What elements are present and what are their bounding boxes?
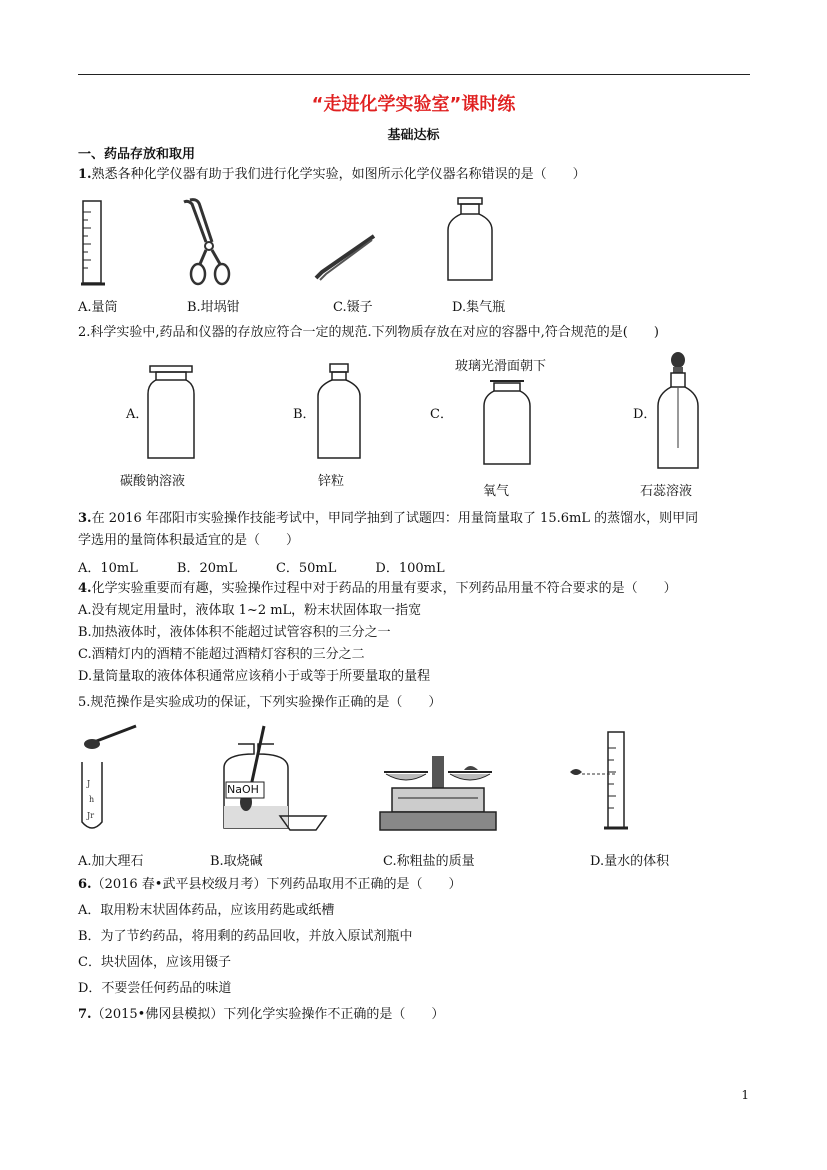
naoh-bottle-icon bbox=[218, 720, 338, 834]
page-number: 1 bbox=[741, 1088, 749, 1102]
svg-text:h: h bbox=[89, 795, 95, 804]
question-text: （2015•佛冈县模拟）下列化学实验操作不正确的是（ ） bbox=[91, 1007, 445, 1022]
svg-text:J: J bbox=[87, 779, 91, 788]
narrow-mouth-bottle-icon bbox=[316, 362, 362, 462]
question-6 bbox=[78, 876, 461, 894]
page-subtitle: 基础达标 bbox=[387, 128, 440, 143]
header-rule bbox=[78, 74, 750, 75]
section-heading: 一、药品存放和取用 bbox=[78, 147, 196, 162]
graduated-cylinder-icon bbox=[78, 198, 108, 290]
question-text: 熟悉各种化学仪器有助于我们进行化学实验，如图所示化学仪器名称错误的是（ ） bbox=[91, 167, 586, 182]
question-1 bbox=[78, 166, 586, 184]
question-text: （2016 春•武平县校级月考）下列药品取用不正确的是（ ） bbox=[91, 877, 462, 892]
option-text: B.加热液体时，液体体积不能超过试管容积的三分之一 bbox=[78, 625, 391, 640]
bottle-caption: 锌粒 bbox=[318, 474, 345, 489]
option-letter: D． bbox=[633, 407, 657, 422]
question-7 bbox=[78, 1006, 444, 1024]
question-number: 7. bbox=[78, 1007, 92, 1022]
option-text: A.没有规定用量时，液体取 1~2 mL，粉末状固体取一指宽 bbox=[78, 603, 422, 618]
option-text: A．取用粉末状固体药品，应该用药匙或纸槽 bbox=[78, 903, 335, 918]
measuring-cylinder-eye-icon bbox=[566, 728, 640, 834]
question-3 bbox=[78, 510, 698, 528]
option-label: B.取烧碱 bbox=[210, 854, 263, 869]
question-text: 在 2016 年邵阳市实验操作技能考试中，甲同学抽到了试题四：用量筒量取了 15.6mL 的蒸馏水，则甲同 bbox=[91, 511, 699, 526]
question-number: 3. bbox=[78, 511, 92, 526]
option-label: C.称粗盐的质量 bbox=[383, 854, 475, 869]
question-3-options: A．10mL B．20mL C．50mL D．100mL bbox=[78, 561, 445, 576]
option-letter: B． bbox=[293, 407, 316, 422]
option-label: D.集气瓶 bbox=[452, 300, 506, 315]
option-text: C．块状固体，应该用镊子 bbox=[78, 955, 231, 970]
option-text: D．不要尝任何药品的味道 bbox=[78, 981, 232, 996]
option-text: B．为了节约药品，将用剩的药品回收，并放入原试剂瓶中 bbox=[78, 929, 413, 944]
option-letter: A． bbox=[126, 407, 149, 422]
balance-scale-icon bbox=[378, 750, 498, 834]
question-4 bbox=[78, 580, 677, 598]
option-label: A.量筒 bbox=[78, 300, 118, 315]
gas-collecting-bottle-icon bbox=[444, 194, 496, 284]
bottle-caption: 氧气 bbox=[483, 484, 510, 499]
question-number: 6. bbox=[78, 877, 92, 892]
dropper-bottle-icon bbox=[654, 350, 702, 472]
option-label: B.坩埚钳 bbox=[187, 300, 240, 315]
option-text: D.量筒量取的液体体积通常应该稍小于或等于所要量取的量程 bbox=[78, 669, 431, 684]
crucible-tongs-icon bbox=[178, 198, 234, 288]
narrow-mouth-bottle-icon bbox=[146, 362, 196, 462]
option-label: A.加大理石 bbox=[78, 854, 144, 869]
question-3-cont: 学选用的量筒体积最适宜的是（ ） bbox=[78, 533, 300, 548]
question-text: 化学实验重要而有趣，实验操作过程中对于药品的用量有要求，下列药品用量不符合要求的是（ ） bbox=[91, 581, 677, 596]
question-number: 4. bbox=[78, 581, 92, 596]
test-tube-spoon-icon bbox=[78, 722, 142, 834]
page-title: “走进化学实验室”课时练 bbox=[311, 94, 516, 115]
option-text: C.酒精灯内的酒精不能超过酒精灯容积的三分之二 bbox=[78, 647, 365, 662]
question-5: 5.规范操作是实验成功的保证，下列实验操作正确的是（ ） bbox=[78, 695, 442, 710]
question-number: 1. bbox=[78, 167, 92, 182]
option-label: C.镊子 bbox=[333, 300, 373, 315]
gas-collecting-bottle-icon bbox=[480, 378, 534, 468]
bottle-caption: 石蕊溶液 bbox=[640, 484, 693, 499]
reagent-label: NaOH bbox=[227, 783, 259, 796]
option-letter: C． bbox=[430, 407, 453, 422]
question-2: 2.科学实验中,药品和仪器的存放应符合一定的规范.下列物质存放在对应的容器中,符合规范的是( ) bbox=[78, 325, 659, 340]
tweezers-icon bbox=[312, 232, 378, 282]
option-label: D.量水的体积 bbox=[590, 854, 670, 869]
bottle-caption: 碳酸钠溶液 bbox=[120, 474, 186, 489]
svg-text:Jr: Jr bbox=[87, 811, 95, 820]
bottle-note: 玻璃光滑面朝下 bbox=[455, 359, 547, 374]
